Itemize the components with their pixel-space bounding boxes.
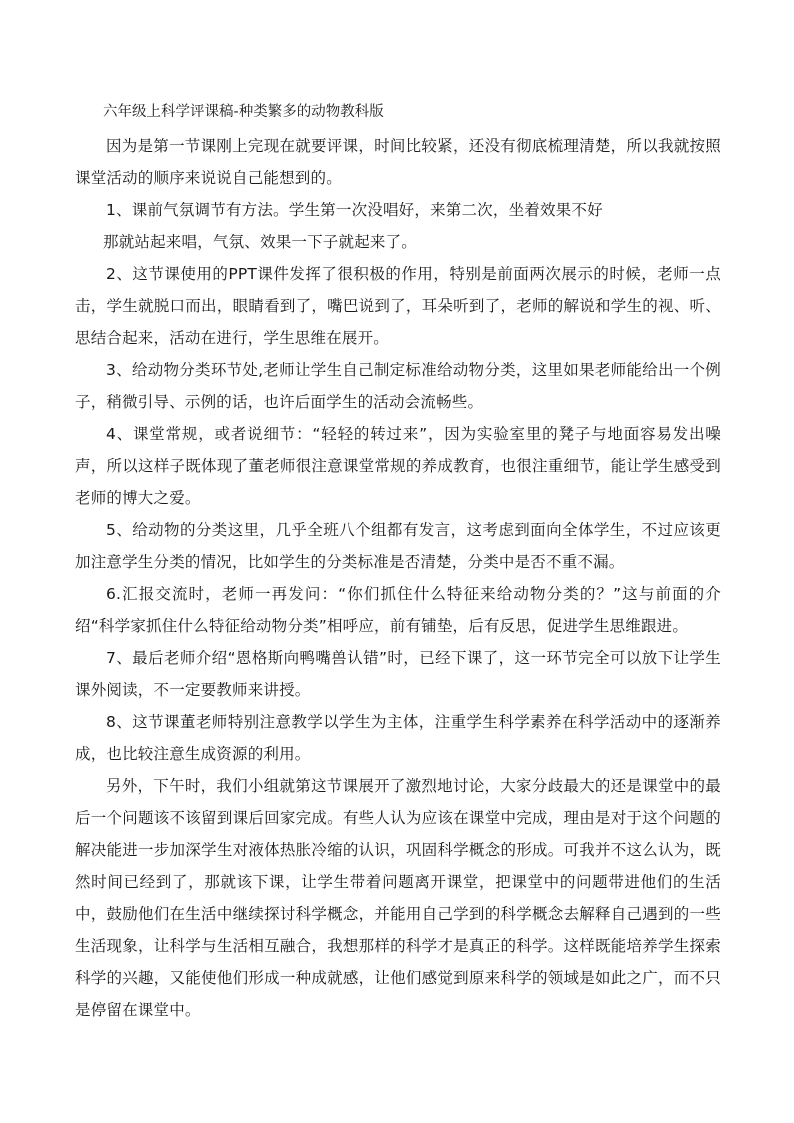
paragraph-point-1: 1、课前气氛调节有方法。学生第一次没唱好，来第二次，坐着效果不好 xyxy=(106,201,603,219)
paragraph-point-6: 6.汇报交流时，老师一再发问：“你们抓住什么特征来给动物分类的？”这与前面的介绍“科学家抓住什么特征给动物分类”相呼应，前有铺垫，后有反思，促进学生思维跟进。 xyxy=(75,585,721,635)
paragraph-point-7: 7、最后老师介绍“恩格斯向鸭嘴兽认错”时，已经下课了，这一环节完全可以放下让学生课外阅读，不一定要教师来讲授。 xyxy=(75,649,721,699)
paragraph-point-4: 4、课堂常规，或者说细节：“轻轻的转过来”，因为实验室里的凳子与地面容易发出噪声，所以这样子既体现了董老师很注意课堂常规的养成教育，也很注重细节，能让学生感受到老师的博大之爱。 xyxy=(75,425,721,507)
document-title: 六年级上科学评课稿-种类繁多的动物教科版 xyxy=(103,104,384,120)
paragraph-intro: 因为是第一节课刚上完现在就要评课，时间比较紧，还没有彻底梳理清楚，所以我就按照课堂活动的顺序来说说自己能想到的。 xyxy=(75,137,721,187)
paragraph-point-2: 2、这节课使用的PPT课件发挥了很积极的作用，特别是前面两次展示的时候，老师一点击，学生就脱口而出，眼睛看到了，嘴巴说到了，耳朵听到了，老师的解说和学生的视、听、思结合起来，活动在进行，学生思维在展开。 xyxy=(75,265,721,347)
paragraph-conclusion: 另外，下午时，我们小组就第这节课展开了激烈地讨论，大家分歧最大的还是课堂中的最后一个问题该不该留到课后回家完成。有些人认为应该在课堂中完成，理由是对于这个问题的解决能进一步加深学生对液体热胀冷缩的认识，巩固科学概念的形成。可我并不这么认为，既然时间已经到了，那就该下课，让学生带着问题离开课堂，把课堂中的问题带进他们的生活中，鼓励他们在生活中继续探讨科学概念，并能用自己学到的科学概念去解释自己遇到的一些生活现象，让科学与生活相互融合，我想那样的科学才是真正的科学。这样既能培养学生探索科学的兴趣，又能使他们形成一种成就感，让他们感觉到原来科学的领域是如此之广，而不只是停留在课堂中。 xyxy=(75,777,721,1019)
paragraph-point-1-continued: 那就站起来唱，气氛、效果一下子就起来了。 xyxy=(103,233,418,251)
paragraph-point-3: 3、给动物分类环节处,老师让学生自己制定标准给动物分类，这里如果老师能给出一个例子，稍微引导、示例的话，也许后面学生的活动会流畅些。 xyxy=(75,361,721,411)
document-body xyxy=(75,98,721,1026)
paragraph-point-5: 5、给动物的分类这里，几乎全班八个组都有发言，这考虑到面向全体学生，不过应该更加注意学生分类的情况，比如学生的分类标准是否清楚，分类中是否不重不漏。 xyxy=(75,521,721,571)
paragraph-point-8: 8、这节课董老师特别注意教学以学生为主体，注重学生科学素养在科学活动中的逐渐养成，也比较注意生成资源的利用。 xyxy=(75,713,721,763)
